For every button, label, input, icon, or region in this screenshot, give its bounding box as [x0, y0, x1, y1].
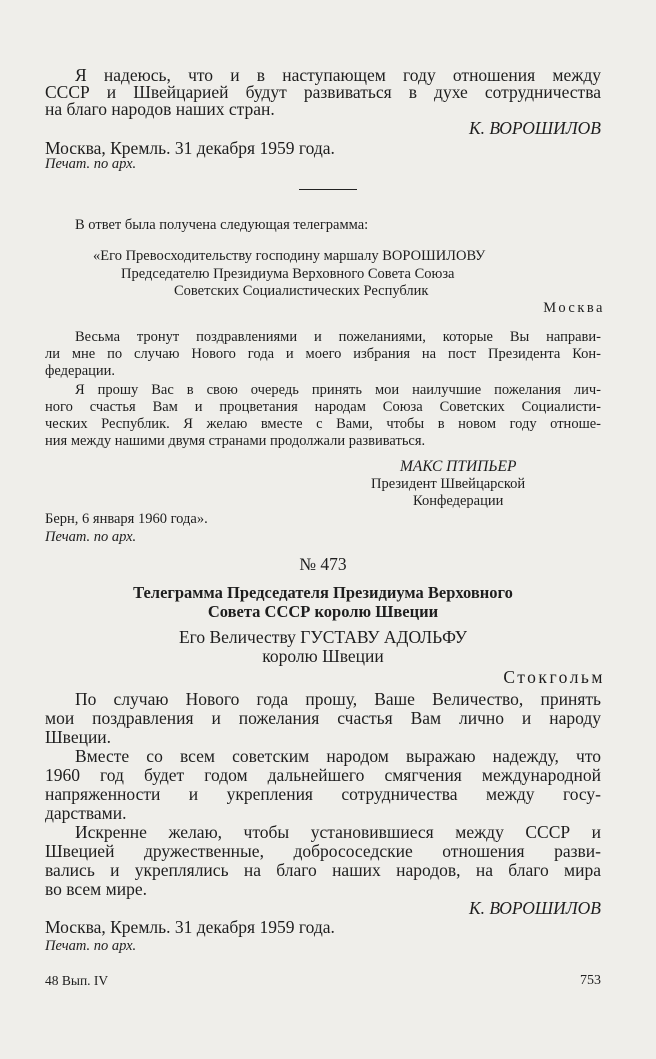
address-line: Председателю Президиума Верховного Совета Союза — [121, 266, 455, 282]
text-line: федерации. — [45, 363, 116, 379]
text-line: напряженности и укрепления сотрудничества между госу- — [45, 784, 601, 804]
source-note: Печат. по арх. — [45, 529, 137, 545]
address-line: королю Швеции — [262, 646, 384, 666]
source-note: Печат. по арх. — [45, 156, 137, 172]
place-date: Москва, Кремль. 31 декабря 1959 года. — [45, 138, 335, 158]
source-note: Печат. по арх. — [45, 938, 137, 954]
text-line: ческих Республик. Я желаю вместе с Вами, чтобы в новом году отноше- — [45, 416, 601, 432]
document-number: № 473 — [299, 554, 347, 574]
text-line: Я надеюсь, что и в наступающем году отношения между — [75, 65, 601, 85]
text-line: По случаю Нового года прошу, Ваше Величество, принять — [75, 689, 601, 709]
text-line: Швецией дружественные, добрососедские отношения разви- — [45, 841, 601, 861]
city: Стокгольм — [503, 667, 605, 687]
text-line: мои поздравления и пожелания счастья Вам лично и народу — [45, 708, 601, 728]
signature-title: Конфедерации — [413, 493, 504, 509]
text-line: вались и укреплялись на благо наших народов, на благо мира — [45, 860, 601, 880]
text-line: Весьма тронут поздравлениями и пожеланиями, которые Вы направи- — [75, 329, 601, 345]
divider — [299, 189, 357, 190]
signature: МАКС ПТИПЬЕР — [400, 458, 517, 475]
document-title: Телеграмма Председателя Президиума Верховного — [133, 583, 513, 602]
text-line: дарствами. — [45, 803, 127, 823]
text-line: СССР и Швейцарией будут развиваться в духе сотрудничества — [45, 82, 601, 102]
text-line: во всем мире. — [45, 879, 147, 899]
text-line: 1960 год будет годом дальнейшего смягчения международной — [45, 765, 601, 785]
signature-title: Президент Швейцарской — [371, 476, 526, 492]
intro: В ответ была получена следующая телеграмма: — [75, 217, 369, 233]
text-line: Я прошу Вас в свою очередь принять мои наилучшие пожелания лич- — [75, 382, 601, 398]
text-line: Швеции. — [45, 727, 112, 747]
text-line: Искренне желаю, чтобы установившиеся между СССР и — [75, 822, 601, 842]
city: Москва — [543, 300, 605, 316]
signature-mark: 48 Вып. IV — [45, 973, 109, 988]
place-date: Берн, 6 января 1960 года». — [45, 511, 208, 527]
address-line: «Его Превосходительству господину маршалу ВОРОШИЛОВУ — [93, 248, 486, 264]
text-line: ного счастья Вам и процветания народам Союза Советских Социалисти- — [45, 399, 601, 415]
text-line: на благо народов наших стран. — [45, 99, 275, 119]
text-line: ли мне по случаю Нового года и моего избрания на пост Президента Кон- — [45, 346, 601, 362]
signature: К. ВОРОШИЛОВ — [468, 118, 601, 138]
place-date: Москва, Кремль. 31 декабря 1959 года. — [45, 917, 335, 937]
address-line: Его Величеству ГУСТАВУ АДОЛЬФУ — [178, 627, 468, 647]
address-line: Советских Социалистических Республик — [174, 283, 429, 299]
text-line: Вместе со всем советским народом выражаю надежду, что — [75, 746, 601, 766]
document-title: Совета СССР королю Швеции — [207, 602, 439, 621]
signature: К. ВОРОШИЛОВ — [468, 898, 601, 918]
page-number: 753 — [580, 973, 601, 988]
text-line: ния между нашими двумя странами продолжали развиваться. — [45, 433, 426, 449]
